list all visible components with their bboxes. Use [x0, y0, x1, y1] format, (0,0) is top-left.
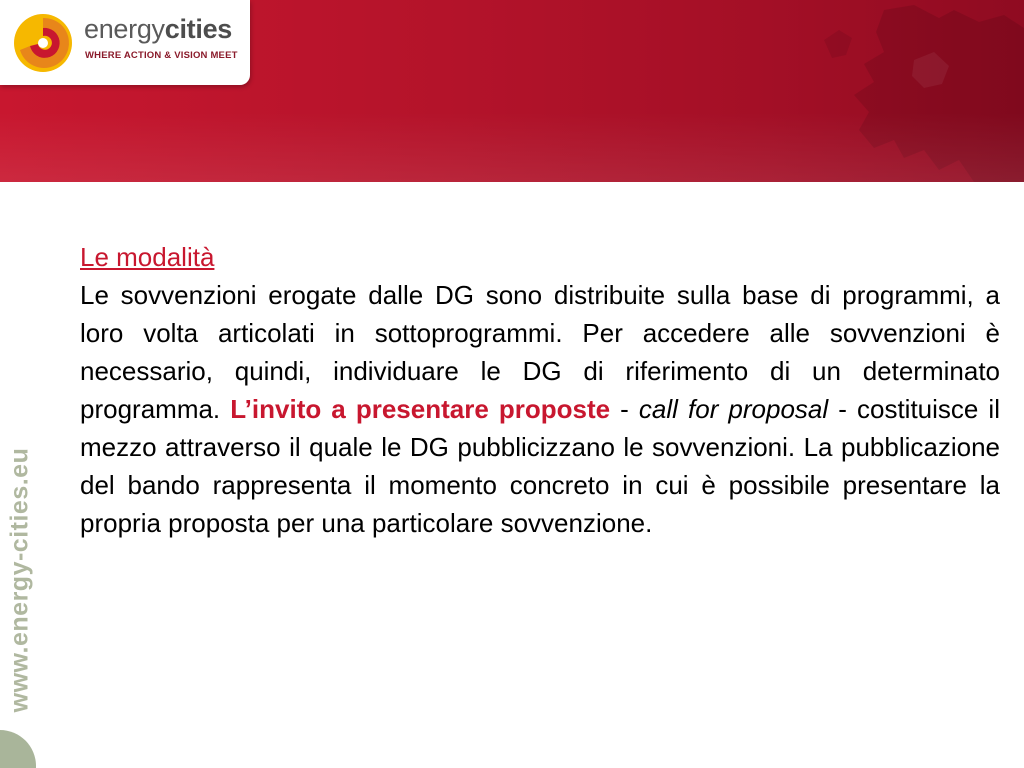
side-website-url: www.energy-cities.eu: [5, 447, 34, 713]
logo-wordmark: energycities: [84, 14, 233, 44]
body-paragraph: Le sovvenzioni erogate dalle DG sono distribuite sulla base di programmi, a loro volta articolati in sottoprogrammi. Per accedere alle sovvenzioni è necessario, quindi, individuare le DG di riferimento di un determinato programma. L’invito a presentare proposte - call for proposal - costituisce il mezzo attraverso il quale le DG pubblicizzano le sovvenzioni. La pubblicazione del bando rappresenta il momento concreto in cui è possibile presentare la propria proposta per una particolare sovvenzione.: [80, 280, 1000, 538]
section-heading: Le modalità: [80, 242, 215, 272]
spiral-logo-icon: [12, 12, 74, 74]
highlight-phrase: L’invito a presentare proposte: [230, 394, 611, 424]
europe-map-decoration: [764, 0, 1024, 182]
emphasis-phrase: call for proposal: [638, 394, 829, 424]
logo[interactable]: [0, 0, 250, 85]
leaf-decoration: [0, 730, 36, 768]
logo-tagline: WHERE ACTION & VISION MEET: [85, 50, 238, 61]
slide-body: [80, 238, 1000, 542]
